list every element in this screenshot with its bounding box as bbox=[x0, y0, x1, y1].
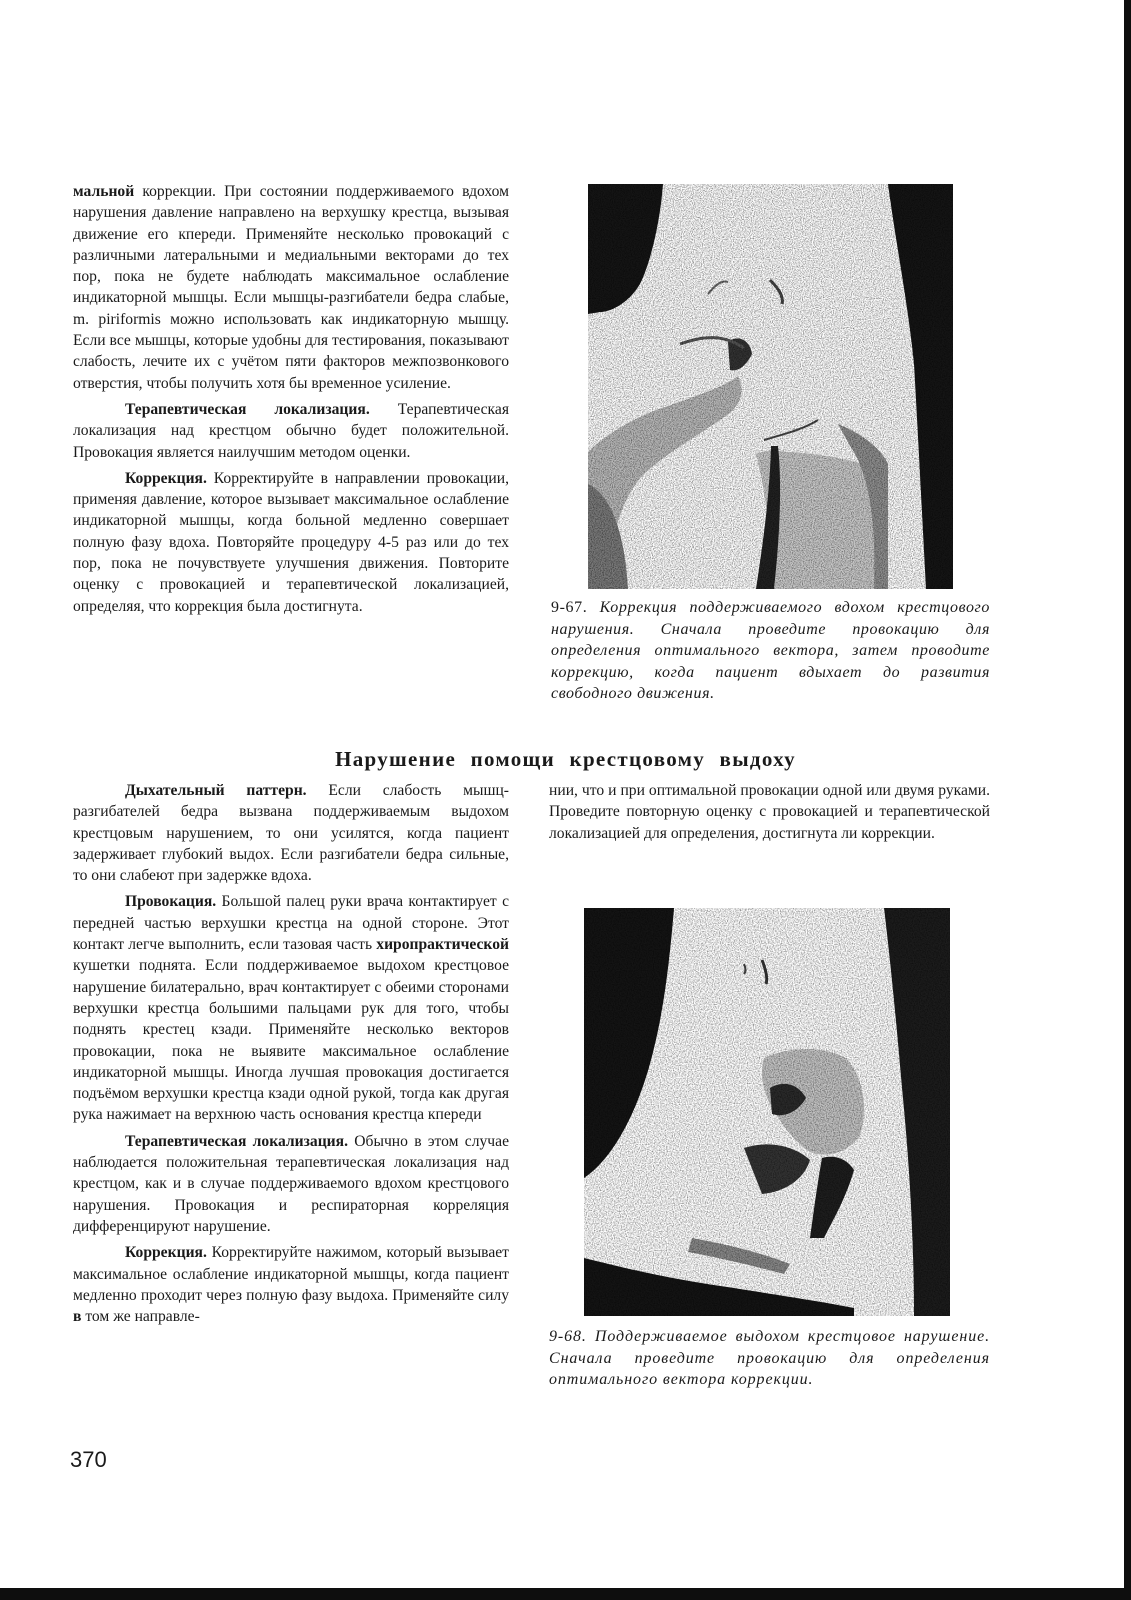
paragraph-text: Корректируйте в направлении провокации, применяя давление, которое вызывает максимальное ослабление индикаторной мышцы, когда больной медленно совершает полную фазу вдоха. Повторяйте процедуру 4-5 раз или до тех пор, пока не почувствуете улучшения движения. Повторите оценку с провокацией и терапевтической локализацией, определяя, что коррекция была достигнута. bbox=[73, 469, 509, 615]
caption-text: Коррекция поддерживаемого вдохом крестцового нарушения. Сначала проведите провокацию для определения оптимального вектора, затем проводите коррекцию, когда пациент вдыхает до развития свободного движения. bbox=[551, 599, 990, 702]
paragraph-continuation bbox=[549, 780, 990, 844]
run-in-heading: Дыхательный паттерн. bbox=[125, 782, 307, 799]
text-column-bottom-left bbox=[73, 780, 509, 1332]
run-in-heading: Коррекция. bbox=[125, 469, 207, 487]
run-in-heading: Провокация. bbox=[125, 893, 217, 911]
run-in-heading: Терапевтическая локализация. bbox=[125, 400, 370, 418]
figure-number: 9-67. bbox=[551, 599, 588, 616]
paragraph-correction bbox=[73, 468, 509, 617]
paragraph-text: Обычно в этом случае наблюдается положительная терапевтическая локализация над крестцом, как и в случае поддерживаемого вдохом крестцового нарушения. Провокация и респираторная корреляция дифференцируют нарушение. bbox=[73, 1132, 509, 1235]
scan-edge-bottom bbox=[0, 1588, 1131, 1600]
section-title: Нарушение помощи крестцовому выдоху bbox=[335, 747, 796, 771]
inline-bold: хиропрактической bbox=[376, 936, 509, 954]
paragraph-text: Корректируйте нажимом, который вызывает максимальное ослабление индикаторной мышцы, когда пациент медленно проходит через полную фазу выдоха. Применяйте силу bbox=[73, 1244, 509, 1304]
scan-edge-right bbox=[1124, 0, 1131, 1600]
figure-number: 9-68. bbox=[549, 1328, 587, 1345]
lead-fragment: мальной bbox=[73, 183, 135, 200]
inline-bold: в bbox=[73, 1308, 82, 1326]
paragraph-continuation bbox=[73, 181, 509, 394]
paragraph-text: Большой палец руки врача контактирует с передней частью верхушки крестца на одной стороне. Этот контакт легче выполнить, если тазовая часть bbox=[73, 893, 509, 954]
figure-9-68-photo bbox=[584, 908, 950, 1316]
paragraph-text: кушетки поднята. Если поддерживаемое выдохом крестцовое нарушение билатерально, врач контактирует с обеими сторонами верхушки крестца большими пальцами рук для того, чтобы поднять крестец кзади. Применяйте несколько векторов провокации, пока не выявите максимальное ослабление индикаторной мышцы. Иногда лучшая провокация достигается подъёмом верхушки крестца кзади одной рукой, тогда как другая рука нажимает на верхнюю часть основания крестца кпереди bbox=[73, 957, 509, 1124]
paragraph-text: Если слабость мышц-разгибателей бедра вызвана поддерживаемым выдохом крестцовым нарушением, то они усилятся, когда пациент задерживает глубокий выдох. Если разгибатели бедра сильные, то они слабеют при задержке вдоха. bbox=[73, 782, 509, 885]
text-column-top-left bbox=[73, 181, 509, 622]
paragraph-correction bbox=[73, 1242, 509, 1327]
run-in-heading: Коррекция. bbox=[125, 1244, 207, 1262]
paragraph-text: коррекции. При состоянии поддерживаемого вдохом нарушения давление направлено на верхушку крестца, вызывая движение его кпереди. Применяйте несколько провокаций с различными латеральными и медиальными векторами до тех пор, пока не будете наблюдать максимальное ослабление индикаторной мышцы. Если мышцы-разгибатели бедра слабые, m. piriformis можно использовать как индикаторную мышцу. Если все мышцы, которые удобны для тестирования, показывают слабость, лечите их с учётом пяти факторов межпозвонкового отверстия, чтобы получить хотя бы временное усиление. bbox=[73, 183, 509, 392]
run-in-heading: Терапевтическая локализация. bbox=[125, 1132, 348, 1150]
paragraph-text: том же направле- bbox=[81, 1308, 200, 1326]
paragraph-therapeutic-localization bbox=[73, 1131, 509, 1237]
paragraph-text: нии, что и при оптимальной провокации одной или двумя руками. Проведите повторную оценку с провокацией и терапевтической локализацией для определения, достигнута ли коррекции. bbox=[549, 782, 990, 842]
paragraph-text: Терапевтическая локализация над крестцом обычно будет положительной. Провокация является наилучшим методом оценки. bbox=[73, 400, 509, 461]
text-column-bottom-right bbox=[549, 780, 990, 849]
paragraph-breathing-pattern bbox=[73, 780, 509, 886]
caption-text: Поддерживаемое выдохом крестцовое нарушение. Сначала проведите провокацию для определения оптимального вектора коррекции. bbox=[549, 1328, 990, 1388]
page-number: 370 bbox=[70, 1447, 107, 1472]
paragraph-provocation bbox=[73, 891, 509, 1125]
figure-9-68-caption bbox=[549, 1326, 990, 1391]
figure-9-67-photo bbox=[588, 184, 953, 589]
figure-9-67-caption bbox=[551, 597, 990, 705]
paragraph-therapeutic-localization bbox=[73, 399, 509, 463]
